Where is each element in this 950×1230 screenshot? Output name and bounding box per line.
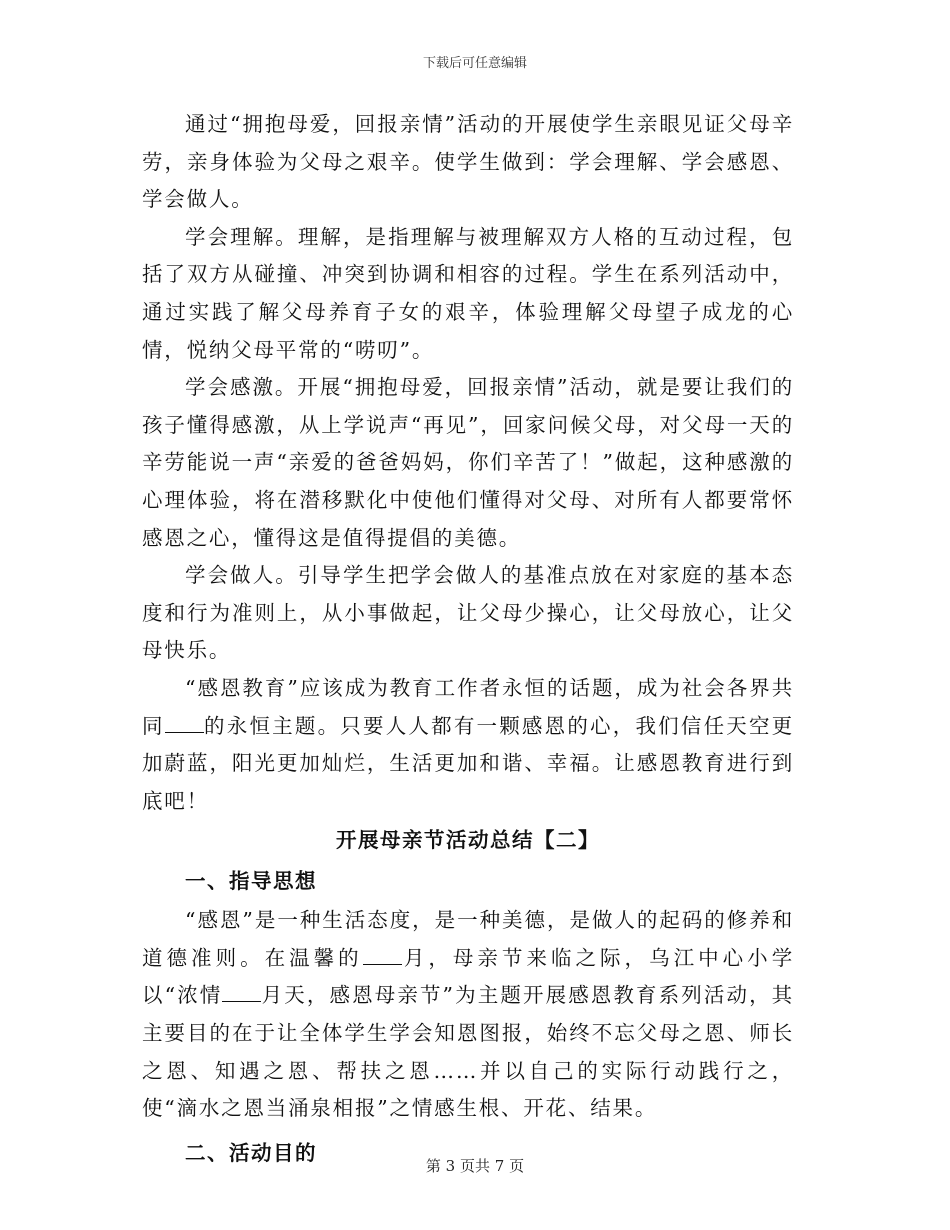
paragraph-intro: 通过“拥抱母爱，回报亲情”活动的开展使学生亲眼见证父母辛劳，亲身体验为父母之艰辛。使学生做到：学会理解、学会感恩、学会做人。 — [142, 112, 794, 212]
heading-activity-purpose: 二、活动目的 — [185, 1140, 318, 1165]
paragraph-conclusion — [142, 670, 794, 820]
guiding-text-part3: 月天，感恩母亲节”为主题开展感恩教育系列活动，其主要目的在于让全体学生学会知恩图报，始终不忘父母之恩、师长之恩、知遇之恩、帮扶之恩……并以自己的实际行动践行之，使“滴水之恩当涌泉相报”之情感生根、开花、结果。 — [142, 983, 794, 1121]
document-body — [142, 106, 794, 1174]
page-footer: 第 3 页共 7 页 — [425, 1157, 525, 1175]
blank-underline — [222, 982, 261, 1002]
blank-underline — [363, 944, 402, 964]
page-header: 下载后可任意编辑 — [422, 56, 527, 71]
paragraph-understanding: 学会理解。理解，是指理解与被理解双方人格的互动过程，包括了双方从碰撞、冲突到协调和相容的过程。学生在系列活动中，通过实践了解父母养育子女的艰辛，体验理解父母望子成龙的心情，悦纳父母平常的“唠叨”。 — [142, 224, 794, 362]
section-title: 开展母亲节活动总结【二】 — [336, 828, 600, 853]
guiding-text-part1: “感恩”是一种生活态度，是一种美德，是做人的起码的修养和道德准则。在温馨的 — [142, 908, 794, 970]
guiding-text-part2: 月，母亲节来临之际，乌江中心小学以“浓情 — [142, 945, 794, 1008]
conclusion-text-part1: “感恩教育”应该成为教育工作者永恒的话题，成为社会各界共同 — [142, 675, 794, 738]
heading-guiding-ideology: 一、指导思想 — [185, 869, 318, 894]
conclusion-text-part2: 的永恒主题。只要人人都有一颗感恩的心，我们信任天空更加蔚蓝，阳光更加灿烂，生活更加和谐、幸福。让感恩教育进行到底吧！ — [142, 713, 794, 813]
paragraph-guiding-ideology — [142, 902, 794, 1128]
paragraph-gratitude: 学会感激。开展“拥抱母爱，回报亲情”活动，就是要让我们的孩子懂得感激，从上学说声“再见”，回家问候父母，对父母一天的辛劳能说一声“亲爱的爸爸妈妈，你们辛苦了！”做起，这种感激的心理体验，将在潜移默化中使他们懂得对父母、对所有人都要常怀感恩之心，懂得这是值得提倡的美德。 — [142, 375, 794, 550]
blank-underline — [165, 712, 204, 732]
paragraph-conduct: 学会做人。引导学生把学会做人的基准点放在对家庭的基本态度和行为准则上，从小事做起，让父母少操心，让父母放心，让父母快乐。 — [142, 563, 794, 663]
